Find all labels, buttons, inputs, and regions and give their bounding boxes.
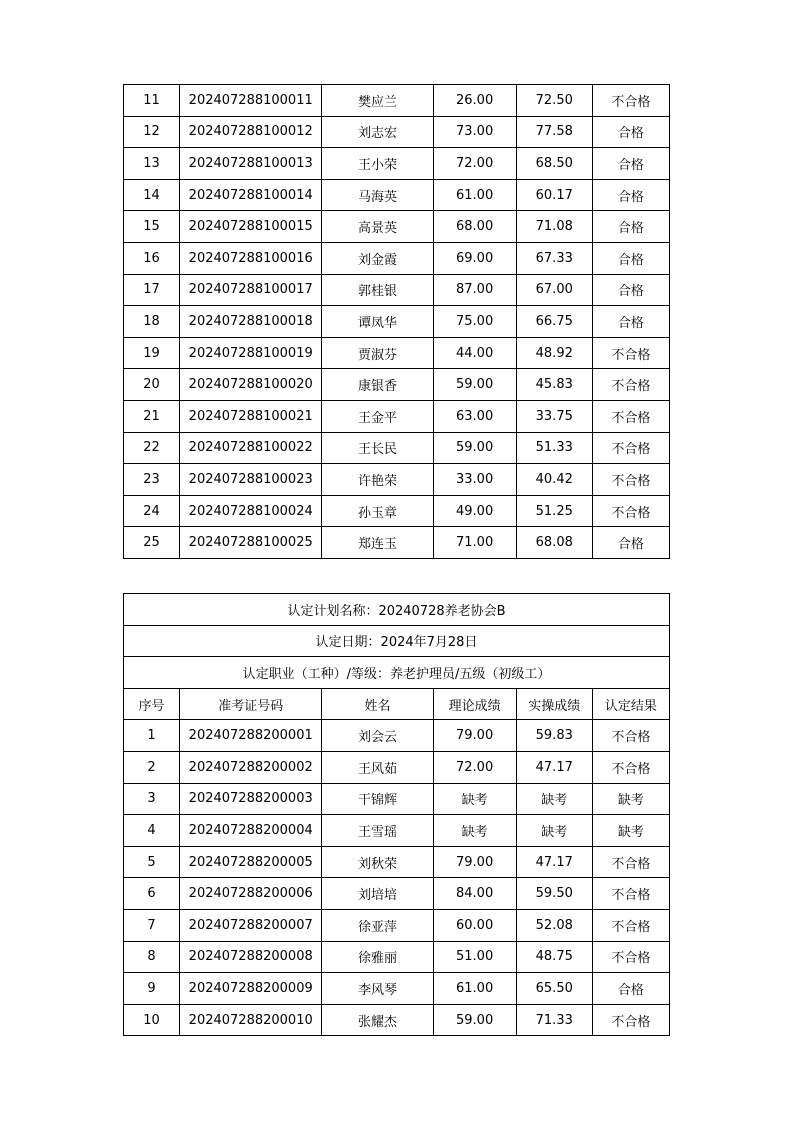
practical-score-cell: 72.50: [516, 85, 592, 117]
result-cell: 不合格: [592, 720, 669, 752]
table-row: [124, 211, 670, 243]
practical-score-cell: 67.00: [516, 274, 592, 306]
results-table-plan-b: [123, 593, 670, 1036]
seq-cell: 25: [124, 527, 180, 559]
seq-cell: 22: [124, 432, 180, 464]
seq-cell: 12: [124, 116, 180, 148]
theory-score-cell: 63.00: [433, 400, 516, 432]
result-cell: 不合格: [592, 337, 669, 369]
result-cell: 合格: [592, 242, 669, 274]
result-cell: 合格: [592, 527, 669, 559]
result-cell: 不合格: [592, 941, 669, 973]
practical-score-cell: 71.33: [516, 1004, 592, 1036]
theory-score-cell: 69.00: [433, 242, 516, 274]
practical-score-cell: 59.83: [516, 720, 592, 752]
ticket-number-cell: 202407288100017: [180, 274, 322, 306]
result-cell: 合格: [592, 211, 669, 243]
result-cell: 合格: [592, 148, 669, 180]
theory-score-cell: 79.00: [433, 720, 516, 752]
header-seq: 序号: [124, 688, 180, 720]
ticket-number-cell: 202407288100016: [180, 242, 322, 274]
name-cell: 贾淑芬: [322, 337, 433, 369]
result-cell: 不合格: [592, 369, 669, 401]
table-row: [124, 274, 670, 306]
name-cell: 王风茹: [322, 751, 433, 783]
result-cell: 合格: [592, 973, 669, 1005]
table-row: [124, 973, 670, 1005]
ticket-number-cell: 202407288100018: [180, 306, 322, 338]
seq-cell: 23: [124, 464, 180, 496]
name-cell: 郭桂银: [322, 274, 433, 306]
seq-cell: 10: [124, 1004, 180, 1036]
exam-date: 认定日期：2024年7月28日: [124, 625, 670, 657]
theory-score-cell: 75.00: [433, 306, 516, 338]
seq-cell: 13: [124, 148, 180, 180]
ticket-number-cell: 202407288200008: [180, 941, 322, 973]
ticket-number-cell: 202407288100024: [180, 495, 322, 527]
seq-cell: 18: [124, 306, 180, 338]
header-result: 认定结果: [592, 688, 669, 720]
name-cell: 刘金霞: [322, 242, 433, 274]
table-row: [124, 85, 670, 117]
practical-score-cell: 47.17: [516, 751, 592, 783]
name-cell: 樊应兰: [322, 85, 433, 117]
ticket-number-cell: 202407288100015: [180, 211, 322, 243]
seq-cell: 5: [124, 846, 180, 878]
practical-score-cell: 45.83: [516, 369, 592, 401]
ticket-number-cell: 202407288200005: [180, 846, 322, 878]
seq-cell: 17: [124, 274, 180, 306]
theory-score-cell: 44.00: [433, 337, 516, 369]
theory-score-cell: 87.00: [433, 274, 516, 306]
name-cell: 康银香: [322, 369, 433, 401]
name-cell: 徐亚萍: [322, 909, 433, 941]
seq-cell: 21: [124, 400, 180, 432]
ticket-number-cell: 202407288200006: [180, 878, 322, 910]
ticket-number-cell: 202407288200003: [180, 783, 322, 815]
theory-score-cell: 59.00: [433, 432, 516, 464]
practical-score-cell: 33.75: [516, 400, 592, 432]
name-cell: 李风琴: [322, 973, 433, 1005]
occupation-level: 认定职业（工种）/等级：养老护理员/五级（初级工）: [124, 657, 670, 689]
table-row: [124, 751, 670, 783]
practical-score-cell: 68.50: [516, 148, 592, 180]
result-cell: 合格: [592, 116, 669, 148]
table-row: [124, 400, 670, 432]
name-cell: 许艳荣: [322, 464, 433, 496]
theory-score-cell: 51.00: [433, 941, 516, 973]
result-cell: 不合格: [592, 1004, 669, 1036]
seq-cell: 6: [124, 878, 180, 910]
practical-score-cell: 59.50: [516, 878, 592, 910]
ticket-number-cell: 202407288200004: [180, 815, 322, 847]
seq-cell: 16: [124, 242, 180, 274]
practical-score-cell: 51.33: [516, 432, 592, 464]
table-row: [124, 720, 670, 752]
header-theory-score: 理论成绩: [433, 688, 516, 720]
name-cell: 孙玉章: [322, 495, 433, 527]
theory-score-cell: 59.00: [433, 1004, 516, 1036]
table-row: [124, 783, 670, 815]
ticket-number-cell: 202407288100023: [180, 464, 322, 496]
seq-cell: 4: [124, 815, 180, 847]
ticket-number-cell: 202407288200001: [180, 720, 322, 752]
table-row: [124, 495, 670, 527]
result-cell: 不合格: [592, 85, 669, 117]
header-name: 姓名: [322, 688, 433, 720]
table-row: [124, 432, 670, 464]
ticket-number-cell: 202407288200007: [180, 909, 322, 941]
name-cell: 干锦辉: [322, 783, 433, 815]
seq-cell: 2: [124, 751, 180, 783]
seq-cell: 3: [124, 783, 180, 815]
result-cell: 不合格: [592, 464, 669, 496]
ticket-number-cell: 202407288100025: [180, 527, 322, 559]
theory-score-cell: 60.00: [433, 909, 516, 941]
theory-score-cell: 49.00: [433, 495, 516, 527]
ticket-number-cell: 202407288200002: [180, 751, 322, 783]
result-cell: 缺考: [592, 783, 669, 815]
seq-cell: 11: [124, 85, 180, 117]
name-cell: 王长民: [322, 432, 433, 464]
practical-score-cell: 47.17: [516, 846, 592, 878]
name-cell: 徐雅丽: [322, 941, 433, 973]
practical-score-cell: 48.75: [516, 941, 592, 973]
practical-score-cell: 77.58: [516, 116, 592, 148]
header-ticket-number: 准考证号码: [180, 688, 322, 720]
header-row: [124, 688, 670, 720]
seq-cell: 20: [124, 369, 180, 401]
theory-score-cell: 缺考: [433, 783, 516, 815]
ticket-number-cell: 202407288100020: [180, 369, 322, 401]
ticket-number-cell: 202407288100021: [180, 400, 322, 432]
seq-cell: 24: [124, 495, 180, 527]
result-cell: 不合格: [592, 495, 669, 527]
result-cell: 不合格: [592, 846, 669, 878]
table-row: [124, 878, 670, 910]
ticket-number-cell: 202407288200009: [180, 973, 322, 1005]
table-row: [124, 337, 670, 369]
practical-score-cell: 缺考: [516, 815, 592, 847]
practical-score-cell: 71.08: [516, 211, 592, 243]
theory-score-cell: 68.00: [433, 211, 516, 243]
table-row: [124, 179, 670, 211]
result-cell: 不合格: [592, 432, 669, 464]
ticket-number-cell: 202407288100019: [180, 337, 322, 369]
table-row: [124, 527, 670, 559]
name-cell: 王金平: [322, 400, 433, 432]
practical-score-cell: 65.50: [516, 973, 592, 1005]
practical-score-cell: 51.25: [516, 495, 592, 527]
practical-score-cell: 48.92: [516, 337, 592, 369]
ticket-number-cell: 202407288100011: [180, 85, 322, 117]
result-cell: 合格: [592, 179, 669, 211]
ticket-number-cell: 202407288100022: [180, 432, 322, 464]
name-cell: 王雪瑶: [322, 815, 433, 847]
seq-cell: 9: [124, 973, 180, 1005]
table-row: [124, 306, 670, 338]
name-cell: 刘秋荣: [322, 846, 433, 878]
seq-cell: 15: [124, 211, 180, 243]
theory-score-cell: 72.00: [433, 148, 516, 180]
name-cell: 马海英: [322, 179, 433, 211]
seq-cell: 19: [124, 337, 180, 369]
table-row: [124, 464, 670, 496]
theory-score-cell: 61.00: [433, 179, 516, 211]
table-row: [124, 941, 670, 973]
name-cell: 王小荣: [322, 148, 433, 180]
practical-score-cell: 52.08: [516, 909, 592, 941]
ticket-number-cell: 202407288100012: [180, 116, 322, 148]
practical-score-cell: 66.75: [516, 306, 592, 338]
name-cell: 张耀杰: [322, 1004, 433, 1036]
theory-score-cell: 84.00: [433, 878, 516, 910]
ticket-number-cell: 202407288200010: [180, 1004, 322, 1036]
result-cell: 合格: [592, 306, 669, 338]
practical-score-cell: 60.17: [516, 179, 592, 211]
name-cell: 高景英: [322, 211, 433, 243]
table-row: [124, 369, 670, 401]
theory-score-cell: 71.00: [433, 527, 516, 559]
name-cell: 郑连玉: [322, 527, 433, 559]
seq-cell: 1: [124, 720, 180, 752]
theory-score-cell: 缺考: [433, 815, 516, 847]
practical-score-cell: 40.42: [516, 464, 592, 496]
ticket-number-cell: 202407288100013: [180, 148, 322, 180]
name-cell: 谭凤华: [322, 306, 433, 338]
seq-cell: 7: [124, 909, 180, 941]
theory-score-cell: 59.00: [433, 369, 516, 401]
table-row: [124, 815, 670, 847]
results-table-continued: [123, 84, 670, 559]
theory-score-cell: 26.00: [433, 85, 516, 117]
theory-score-cell: 61.00: [433, 973, 516, 1005]
result-cell: 不合格: [592, 909, 669, 941]
name-cell: 刘志宏: [322, 116, 433, 148]
header-practical-score: 实操成绩: [516, 688, 592, 720]
seq-cell: 8: [124, 941, 180, 973]
result-cell: 不合格: [592, 751, 669, 783]
plan-name: 认定计划名称：20240728养老协会B: [124, 594, 670, 626]
practical-score-cell: 68.08: [516, 527, 592, 559]
theory-score-cell: 72.00: [433, 751, 516, 783]
table-row: [124, 846, 670, 878]
theory-score-cell: 33.00: [433, 464, 516, 496]
result-cell: 缺考: [592, 815, 669, 847]
name-cell: 刘培培: [322, 878, 433, 910]
table-row: [124, 116, 670, 148]
theory-score-cell: 79.00: [433, 846, 516, 878]
table-row: [124, 1004, 670, 1036]
seq-cell: 14: [124, 179, 180, 211]
practical-score-cell: 缺考: [516, 783, 592, 815]
result-cell: 合格: [592, 274, 669, 306]
name-cell: 刘会云: [322, 720, 433, 752]
ticket-number-cell: 202407288100014: [180, 179, 322, 211]
result-cell: 不合格: [592, 878, 669, 910]
practical-score-cell: 67.33: [516, 242, 592, 274]
table-row: [124, 909, 670, 941]
table-row: [124, 148, 670, 180]
table-row: [124, 242, 670, 274]
theory-score-cell: 73.00: [433, 116, 516, 148]
result-cell: 不合格: [592, 400, 669, 432]
